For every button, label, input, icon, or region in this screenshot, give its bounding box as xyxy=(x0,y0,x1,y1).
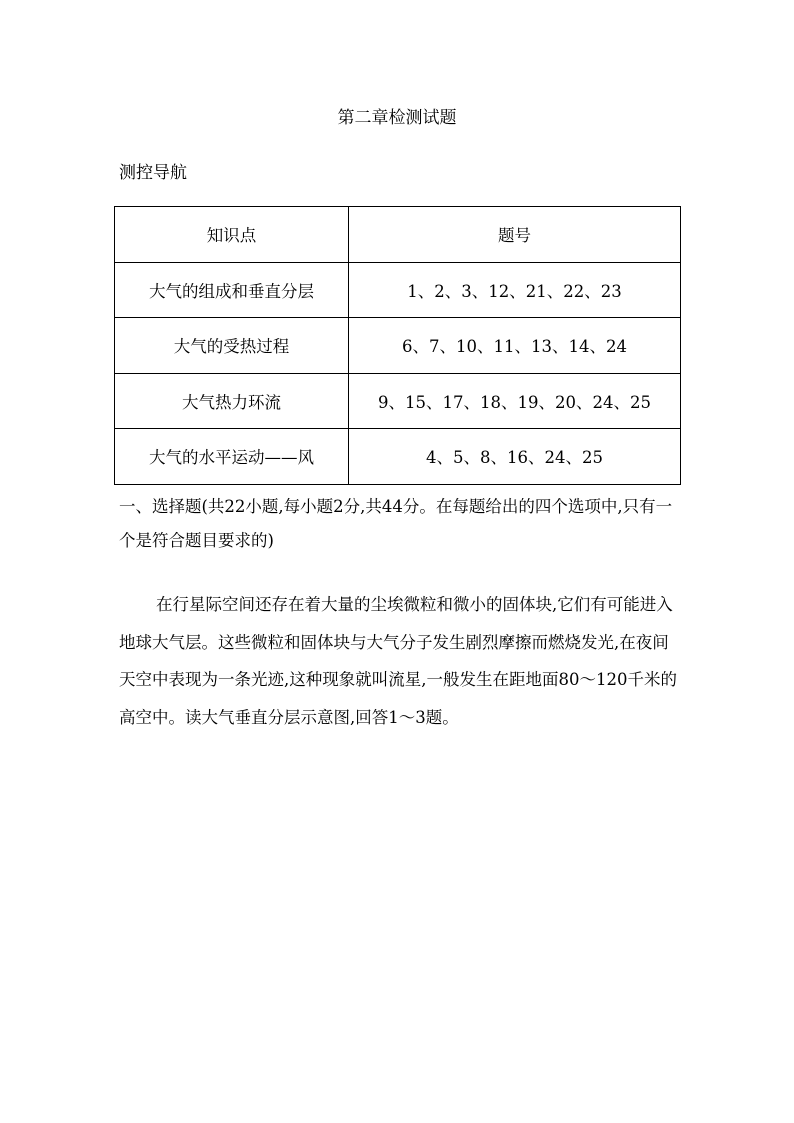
reading-passage: 在行星际空间还存在着大量的尘埃微粒和微小的固体块,它们有可能进入地球大气层。这些微粒和固体块与大气分子发生剧烈摩擦而燃烧发光,在夜间天空中表现为一条光迹,这种现象就叫流星,一般发生在距地面80～120千米的高空中。读大气垂直分层示意图,回答1～3题。 xyxy=(119,595,677,727)
header-questions: 题号 xyxy=(349,207,681,263)
questions-cell: 1、2、3、12、21、22、23 xyxy=(349,262,681,318)
header-topic: 知识点 xyxy=(115,207,349,263)
page-title: 第二章检测试题 xyxy=(337,108,457,128)
topic-cell: 大气的组成和垂直分层 xyxy=(115,262,349,318)
topic-cell: 大气热力环流 xyxy=(115,373,349,429)
table-row xyxy=(115,429,681,485)
questions-cell: 4、5、8、16、24、25 xyxy=(349,429,681,485)
topic-cell: 大气的水平运动——风 xyxy=(115,429,349,485)
table-header-row xyxy=(115,207,681,263)
section-heading: 一、选择题(共22小题,每小题2分,共44分。在每题给出的四个选项中,只有一个是符合题目要求的) xyxy=(119,497,673,550)
nav-label: 测控导航 xyxy=(119,163,187,183)
table-row xyxy=(115,318,681,374)
questions-cell: 6、7、10、11、13、14、24 xyxy=(349,318,681,374)
knowledge-table xyxy=(114,206,681,485)
table-row xyxy=(115,262,681,318)
questions-cell: 9、15、17、18、19、20、24、25 xyxy=(349,373,681,429)
table-row xyxy=(115,373,681,429)
topic-cell: 大气的受热过程 xyxy=(115,318,349,374)
